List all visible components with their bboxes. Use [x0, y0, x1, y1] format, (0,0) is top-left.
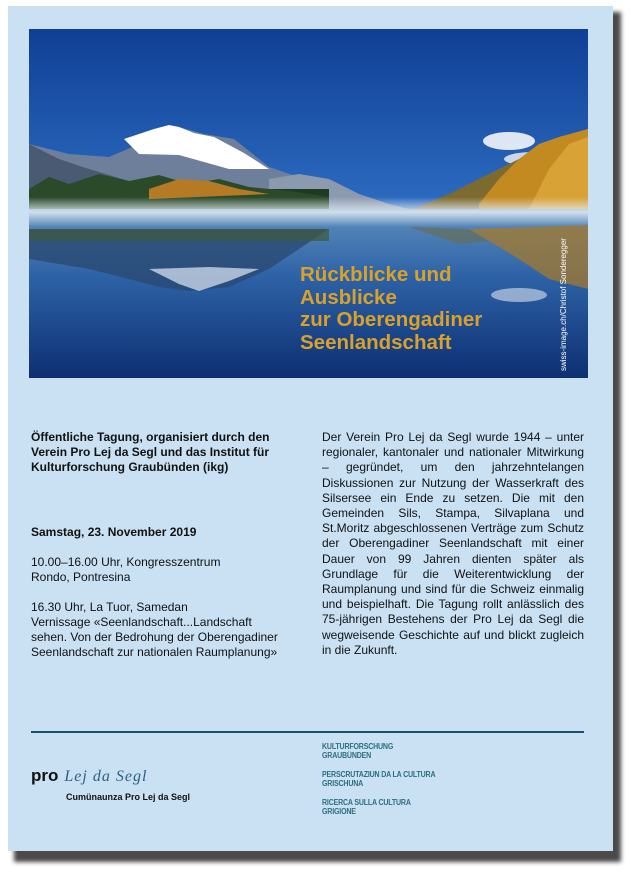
institute-line: KULTURFORSCHUNG — [322, 742, 394, 751]
institute-name-it — [322, 799, 451, 816]
event-date: Samstag, 23. November 2019 — [31, 525, 197, 539]
vernissage-info — [31, 600, 281, 660]
title-line: Seenlandschaft — [300, 330, 452, 354]
title-line: Rückblicke und — [300, 263, 452, 286]
conference-info — [31, 555, 281, 585]
footer-divider — [31, 731, 584, 733]
institute-line: RICERCA SULLA CULTURA — [322, 798, 411, 807]
institute-logo — [322, 743, 451, 827]
event-title — [300, 264, 550, 354]
logo-pro-text: pro — [31, 766, 59, 785]
vernissage-description: Vernissage «Seenlandschaft...Landschaft sehen. Von der Bedrohung der Oberengadiner Seenlandschaft zur nationalen Raumplanung» — [31, 615, 278, 659]
conference-venue: Rondo, Pontresina — [31, 570, 131, 584]
institute-line: GRISCHUNA — [322, 778, 364, 788]
event-details-column — [31, 430, 281, 675]
photo-credit: swiss-image.ch/Christof Sonderegger — [559, 238, 568, 371]
vernissage-time: 16.30 Uhr, La Tuor, Samedan — [31, 600, 188, 614]
institute-line: GRIGIONE — [322, 806, 356, 816]
logo-lej-text: Lej da Segl — [64, 768, 148, 785]
title-line: zur Oberengadiner — [300, 308, 483, 331]
description-column — [322, 430, 584, 658]
pro-lej-da-segl-logo — [31, 766, 147, 786]
institute-name-de — [322, 743, 451, 760]
institute-name-rm — [322, 771, 451, 788]
institute-line: GRAUBÜNDEN — [322, 750, 372, 760]
title-line: Ausblicke — [300, 285, 397, 309]
description-text: Der Verein Pro Lej da Segl wurde 1944 – unter regionaler, kantonaler und nationaler Mitwirkung – gegründet, um den jahrzehntelangen Diskussionen zur Nutzung der Wasserkraft des Silsersee ein Ende zu setzen. Die mit den Gemeinden Sils, Stampa, Silvaplana und St.Moritz abgeschlossenen Verträge zum Schutz der Oberengadiner Seenlandschaft mit einer Dauer von 99 Jahren dienten später als Grundlage für die Weiterentwicklung der Raumplanung und sind für die Schweiz einmalig und beispielhaft. Die Tagung rollt anlässlich des 75-jährigen Bestehens der Pro Lej da Segl die wegweisende Geschichte auf und blickt zugleich in die Zukunft. — [322, 430, 584, 657]
institute-line: PERSCRUTAZIUN DA LA CULTURA — [322, 770, 436, 779]
logo-subtitle: Cumünaunza Pro Lej da Segl — [66, 792, 191, 802]
organizer-lead: Öffentliche Tagung, organisiert durch den Verein Pro Lej da Segl und das Institut für Kulturforschung Graubünden (ikg) — [31, 430, 270, 474]
conference-time: 10.00–16.00 Uhr, Kongresszentrum — [31, 555, 221, 569]
flyer-page — [8, 6, 613, 851]
